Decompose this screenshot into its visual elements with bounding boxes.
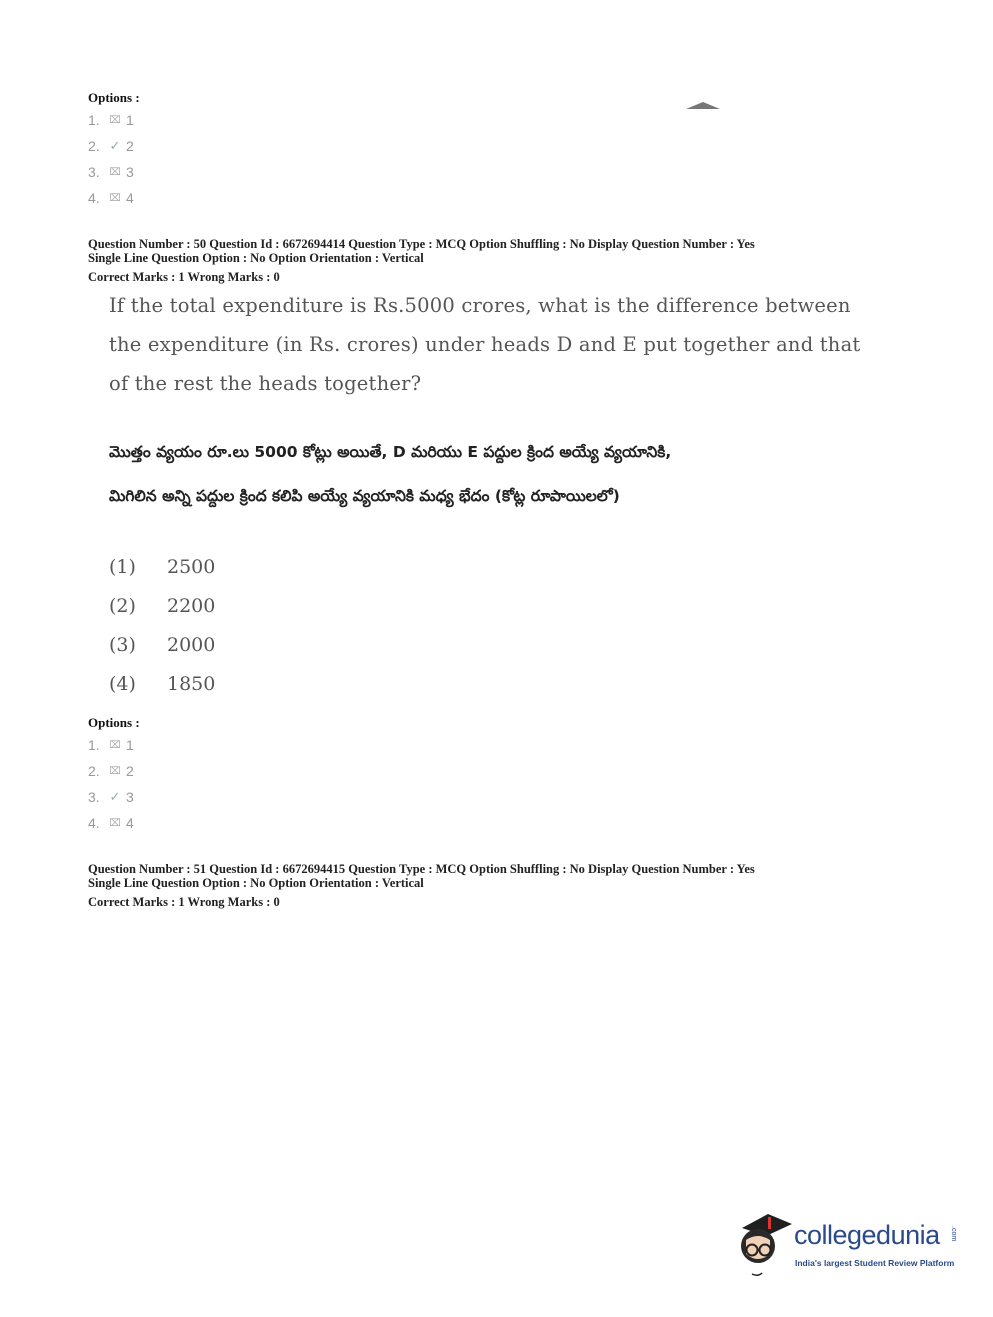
options-list (88, 732, 134, 836)
question-line: If the total expenditure is Rs.5000 crores, what is the difference between (109, 294, 851, 317)
wrong-mark-icon: ⌧ (109, 192, 121, 204)
option-row (88, 185, 134, 211)
question-marks: Correct Marks : 1 Wrong Marks : 0 (88, 270, 280, 284)
wrong-mark-icon: ⌧ (109, 817, 121, 829)
logo-tagline: India's largest Student Review Platform (795, 1258, 955, 1268)
option-value: 4 (126, 190, 134, 206)
collegedunia-logo (734, 1210, 964, 1282)
question-line: of the rest the heads together? (109, 372, 422, 395)
question-meta (88, 862, 755, 890)
option-value: 2 (126, 138, 134, 154)
answer-value: 2000 (167, 633, 216, 656)
logo-name: collegedunia (794, 1220, 940, 1250)
answer-number: (2) (109, 594, 136, 617)
question-meta-line: Question Number : 50 Question Id : 6672694414 Question Type : MCQ Option Shuffling : No Display Question Number : Yes (88, 237, 755, 251)
option-value: 3 (126, 789, 134, 805)
option-number: 1. (88, 112, 100, 128)
option-row (88, 107, 134, 133)
question-line: the expenditure (in Rs. crores) under heads D and E put together and that (109, 333, 861, 356)
question-text-telugu-line: మొత్తం వ్యయం రూ.లు 5000 కోట్లు అయితే, D మరియు E పద్దుల క్రింద అయ్యే వ్యయానికి, (109, 443, 672, 461)
options-label: Options : (88, 90, 140, 105)
options-list (88, 107, 134, 211)
question-text-telugu-line: మిగిలిన అన్ని పద్దుల క్రింద కలిపి అయ్యే వ్యయానికి మధ్య భేదం (కోట్ల రూపాయిలలో) (109, 487, 620, 505)
option-value: 3 (126, 164, 134, 180)
answer-value: 2200 (167, 594, 216, 617)
option-number: 1. (88, 737, 100, 753)
check-mark-icon: ✓ (109, 138, 121, 153)
wrong-mark-icon: ⌧ (109, 739, 121, 751)
option-value: 4 (126, 815, 134, 831)
answer-value: 2500 (167, 555, 216, 578)
logo-suffix: .com (950, 1226, 957, 1242)
question-text-english (109, 286, 860, 403)
option-number: 3. (88, 789, 100, 805)
question-marks: Correct Marks : 1 Wrong Marks : 0 (88, 895, 280, 909)
option-number: 4. (88, 190, 100, 206)
option-number: 2. (88, 138, 100, 154)
option-row (88, 732, 134, 758)
option-row (88, 133, 134, 159)
answer-choice (109, 586, 215, 625)
answer-number: (4) (109, 672, 136, 695)
option-value: 1 (126, 112, 134, 128)
question-meta-line: Single Line Question Option : No Option Orientation : Vertical (88, 251, 424, 265)
answer-choice (109, 547, 215, 586)
option-number: 2. (88, 763, 100, 779)
option-row (88, 784, 134, 810)
answer-choice (109, 625, 215, 664)
question-meta-line: Question Number : 51 Question Id : 6672694415 Question Type : MCQ Option Shuffling : No Display Question Number : Yes (88, 862, 755, 876)
question-meta (88, 237, 755, 265)
option-row (88, 159, 134, 185)
mascot-icon (734, 1210, 794, 1280)
option-row (88, 810, 134, 836)
options-label: Options : (88, 715, 140, 730)
answer-number: (1) (109, 555, 136, 578)
wrong-mark-icon: ⌧ (109, 166, 121, 178)
option-value: 1 (126, 737, 134, 753)
wrong-mark-icon: ⌧ (109, 765, 121, 777)
answer-choices (109, 547, 215, 703)
option-row (88, 758, 134, 784)
scroll-up-arrow-icon (686, 95, 720, 114)
question-meta-line: Single Line Question Option : No Option Orientation : Vertical (88, 876, 424, 890)
option-number: 4. (88, 815, 100, 831)
option-number: 3. (88, 164, 100, 180)
answer-number: (3) (109, 633, 136, 656)
check-mark-icon: ✓ (109, 789, 121, 804)
wrong-mark-icon: ⌧ (109, 114, 121, 126)
answer-value: 1850 (167, 672, 216, 695)
answer-choice (109, 664, 215, 703)
option-value: 2 (126, 763, 134, 779)
